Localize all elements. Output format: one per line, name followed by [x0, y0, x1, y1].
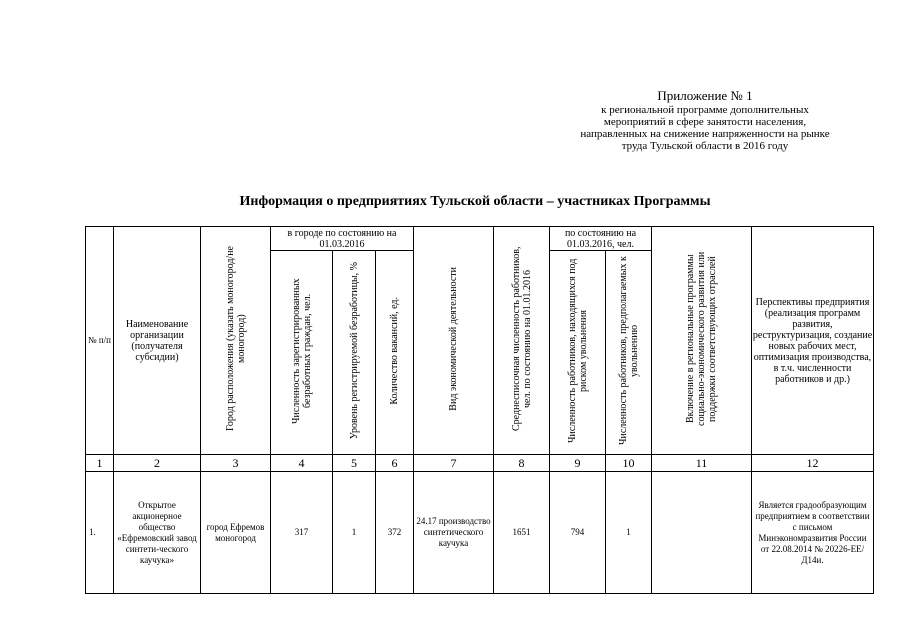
header-org	[114, 227, 201, 455]
header-num	[86, 227, 114, 455]
header-programs-text: Включение в региональные программы социально-экономического развития или поддержки соответствующих отраслей	[685, 251, 718, 427]
column-number: 3	[201, 455, 271, 472]
appendix-line: направленных на снижение напряженности на рынке	[580, 128, 830, 140]
header-rate	[333, 251, 376, 455]
header-avg-staff	[494, 227, 550, 455]
header-activity-text: Вид экономической деятельности	[448, 267, 459, 411]
column-number: 8	[494, 455, 550, 472]
row-programs	[652, 472, 752, 594]
header-num-text: № п/п	[88, 335, 111, 345]
column-number: 12	[752, 455, 874, 472]
header-programs	[652, 227, 752, 455]
column-number: 10	[606, 455, 652, 472]
column-number: 5	[333, 455, 376, 472]
column-number-row	[86, 455, 874, 472]
column-number: 1	[86, 455, 114, 472]
header-group-city	[271, 227, 414, 251]
column-number: 9	[550, 455, 606, 472]
row-avg-staff: 1651	[494, 472, 550, 594]
header-group-status-text: по состоянию на 01.03.2016, чел.	[564, 227, 637, 250]
header-to-dismiss-text: Численность работников, предполагаемых к увольнению	[617, 256, 640, 446]
row-unemployed: 317	[271, 472, 333, 594]
header-prospects	[752, 227, 874, 455]
row-activity: 24.17 производство синтетического каучука	[414, 472, 494, 594]
column-number: 11	[652, 455, 752, 472]
row-org: Открытое акционерное общество «Ефремовский завод синтети-ческого каучука»	[114, 472, 201, 594]
header-unemployed	[271, 251, 333, 455]
header-city	[201, 227, 271, 455]
header-group-status	[550, 227, 652, 251]
row-num: 1.	[86, 472, 114, 594]
row-city: город Ефремов моногород	[201, 472, 271, 594]
header-group-city-text: в городе по состоянию на 01.03.2016	[287, 227, 397, 250]
header-activity	[414, 227, 494, 455]
header-at-risk	[550, 251, 606, 455]
header-unemployed-text: Численность зарегистрированных безработных граждан, чел.	[290, 278, 313, 424]
column-number: 7	[414, 455, 494, 472]
header-prospects-text: Перспективы предприятия (реализация программ развития, реструктуризация, создание новых рабочих мест, оптимизация производства, в т.ч. численности работников и др.)	[752, 296, 873, 385]
appendix-line: мероприятий в сфере занятости населения,	[603, 116, 807, 128]
row-vacancies: 372	[376, 472, 414, 594]
appendix-title: Приложение № 1	[657, 88, 753, 103]
header-org-text: Наименование организации (получателя субсидии)	[125, 318, 189, 363]
table-row	[86, 472, 874, 594]
participants-table	[85, 226, 874, 594]
row-to-dismiss: 1	[606, 472, 652, 594]
header-city-text: Город расположения (указать моногород/не моногород)	[224, 246, 247, 432]
header-to-dismiss	[606, 251, 652, 455]
document-title: Информация о предприятиях Тульской области – участниках Программы	[239, 194, 711, 209]
header-vacancies	[376, 251, 414, 455]
row-prospects: Является градообразующим предприятием в соответствии с письмом Минэкономразвития России от 22.08.2014 № 20226-ЕЕ/Д14и.	[752, 472, 874, 594]
header-rate-text: Уровень регистрируемой безработицы, %	[348, 262, 360, 440]
column-number: 2	[114, 455, 201, 472]
header-avg-staff-text: Среднесписочная численность работников, чел. по состоянию на 01.01.2016	[510, 246, 533, 432]
header-at-risk-text: Численность работников, находящихся под риском увольнения	[566, 258, 589, 444]
row-at-risk: 794	[550, 472, 606, 594]
appendix-line: труда Тульской области в 2016 году	[621, 140, 789, 152]
row-rate: 1	[333, 472, 376, 594]
column-number: 4	[271, 455, 333, 472]
appendix-block	[545, 88, 865, 152]
header-vacancies-text: Количество вакансий, ед.	[389, 297, 400, 405]
column-number: 6	[376, 455, 414, 472]
appendix-line: к региональной программе дополнительных	[601, 104, 809, 116]
